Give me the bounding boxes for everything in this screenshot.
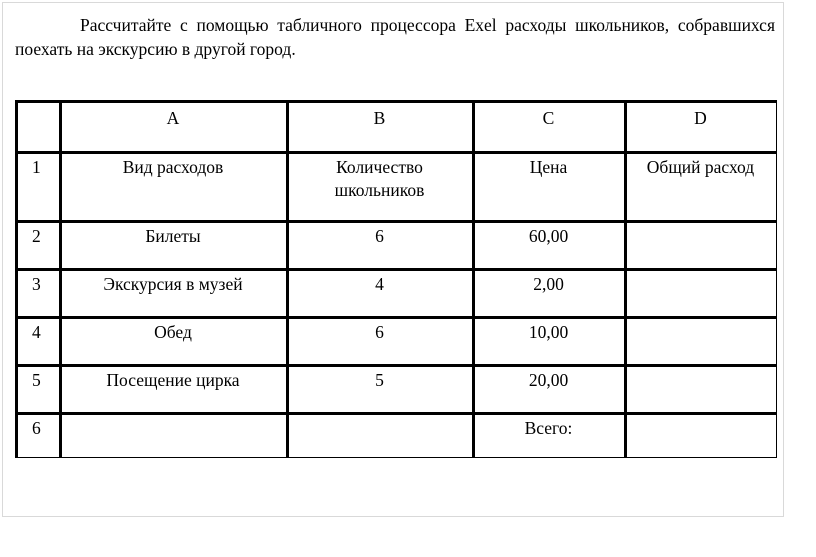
cell-price: Цена: [472, 151, 624, 220]
row-number: 1: [15, 151, 59, 220]
row-number: 4: [15, 316, 59, 364]
table-row: [15, 412, 777, 458]
cell-student-count: 6: [286, 316, 472, 364]
cell-total-expense: [624, 316, 777, 364]
corner-cell: [15, 100, 59, 151]
cell-total-expense: [624, 268, 777, 316]
cell-price: 10,00: [472, 316, 624, 364]
task-text: Рассчитайте с помощью табличного процессора Exel расходы школьников, собравшихся поехать на экскурсию в другой город.: [15, 15, 775, 59]
row-number: 2: [15, 220, 59, 268]
table-row: [15, 364, 777, 412]
row-number: 6: [15, 412, 59, 458]
cell-price: 2,00: [472, 268, 624, 316]
cell-total-expense: Общий расход: [624, 151, 777, 220]
cell-student-count: 6: [286, 220, 472, 268]
cell-expense-type: Вид расходов: [59, 151, 286, 220]
document-page: [2, 2, 784, 517]
cell-total-expense: [624, 220, 777, 268]
table-row: [15, 220, 777, 268]
row-number: 5: [15, 364, 59, 412]
cell-expense-type: Обед: [59, 316, 286, 364]
table-row: [15, 151, 777, 220]
column-header-b: B: [286, 100, 472, 151]
cell-total-expense: [624, 364, 777, 412]
table-row: [15, 316, 777, 364]
cell-student-count: 5: [286, 364, 472, 412]
column-header-a: A: [59, 100, 286, 151]
table-row: [15, 268, 777, 316]
cell-price: 20,00: [472, 364, 624, 412]
cell-total-label: Всего:: [472, 412, 624, 458]
cell-expense-type: Посещение цирка: [59, 364, 286, 412]
cell-price: 60,00: [472, 220, 624, 268]
cell-expense-type: Билеты: [59, 220, 286, 268]
column-header-c: C: [472, 100, 624, 151]
cell-student-count: Количество школьников: [286, 151, 472, 220]
table-header-row: [15, 100, 777, 151]
cell-expense-type: Экскурсия в музей: [59, 268, 286, 316]
cell-expense-type: [59, 412, 286, 458]
expenses-table: [15, 100, 777, 458]
cell-total-expense: [624, 412, 777, 458]
column-header-d: D: [624, 100, 777, 151]
row-number: 3: [15, 268, 59, 316]
cell-student-count: [286, 412, 472, 458]
cell-student-count: 4: [286, 268, 472, 316]
